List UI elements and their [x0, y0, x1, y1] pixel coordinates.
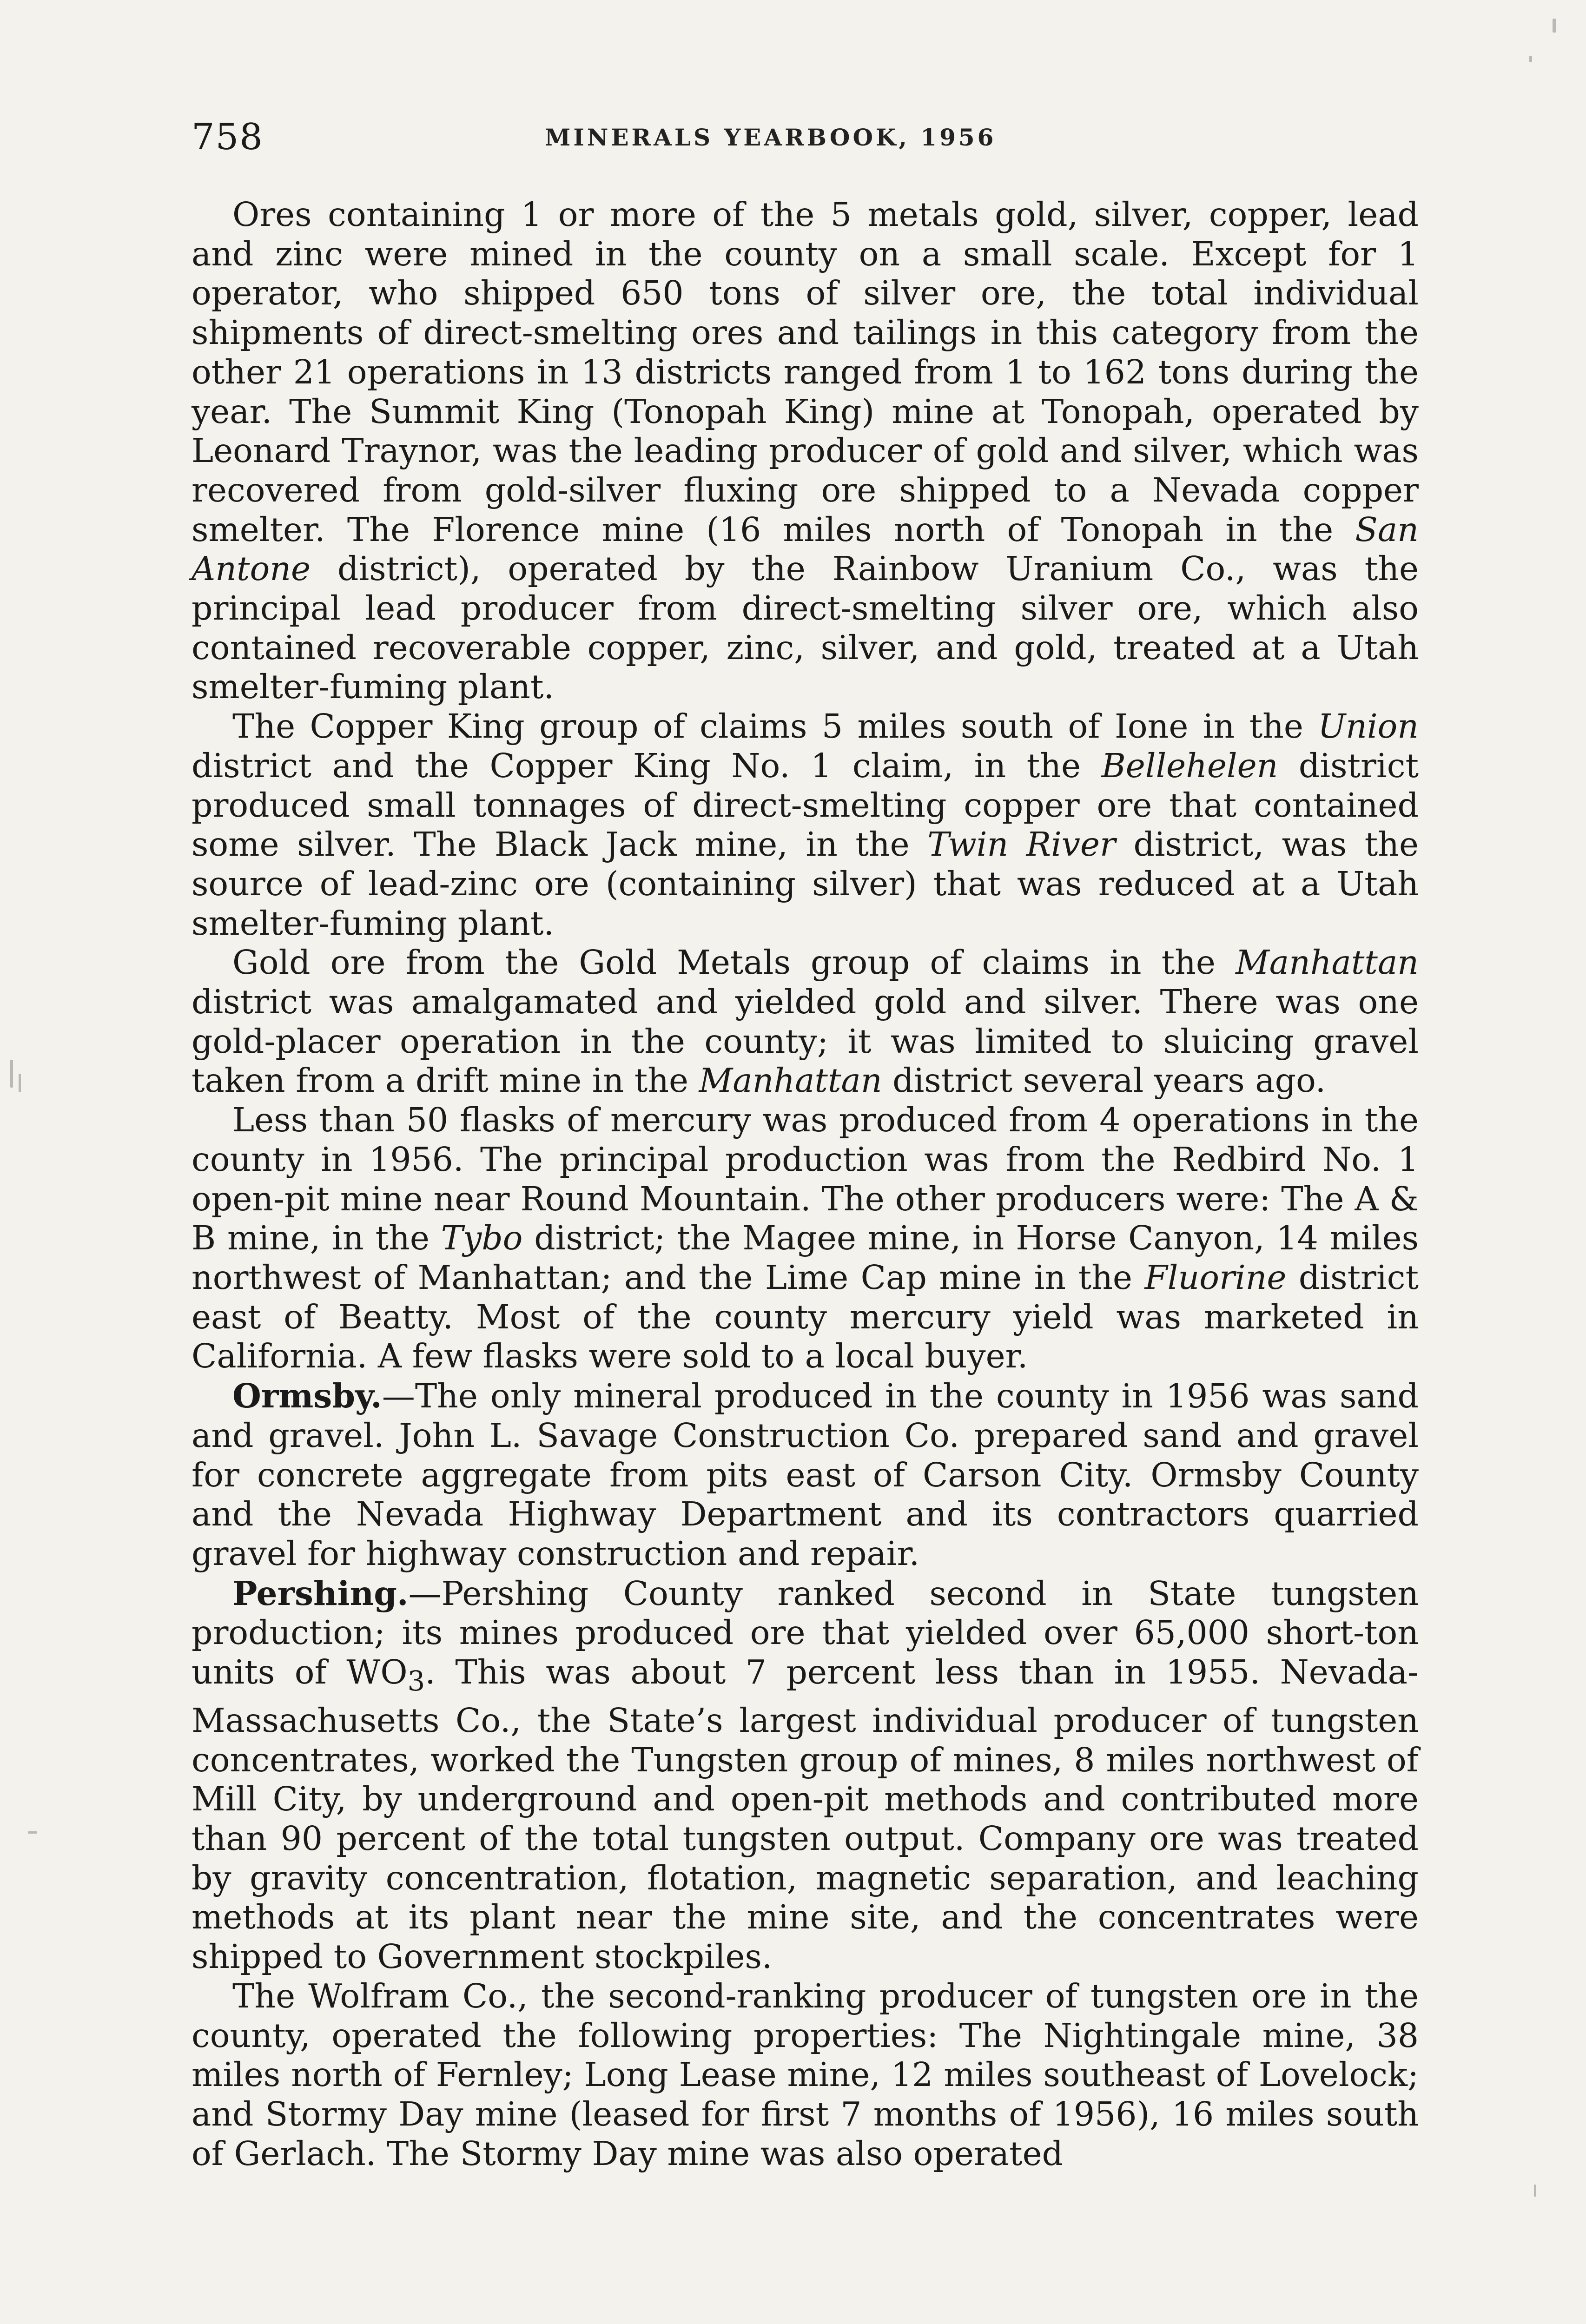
subscript-3: 3 [407, 1665, 425, 1697]
scan-speck [10, 1060, 13, 1088]
district-name: Twin River [927, 825, 1116, 864]
page-header [192, 116, 1419, 163]
scan-speck [1529, 56, 1532, 62]
running-head: MINERALS YEARBOOK, 1956 [545, 124, 997, 151]
scan-speck [1534, 2185, 1536, 2197]
district-name: Manhattan [1236, 943, 1419, 982]
paragraph-copper-king: The Copper King group of claims 5 miles south of Ione in the Union district and the Copper King No. 1 claim, in the Bellehelen district produced small tonnages of direct-smelting copper ore that contained some silver. The Black Jack mine, in the Twin River district, was the source of lead-zinc ore (containing silver) that was reduced at a Utah smelter-fuming plant. [192, 707, 1419, 943]
paragraph-nye-ores: Ores containing 1 or more of the 5 metals gold, silver, copper, lead and zinc were mined in the county on a small scale. Except for 1 operator, who shipped 650 tons of silver ore, the total individual shipments of direct-smelting ores and tailings in this category from the other 21 operations in 13 districts ranged from 1 to 162 tons during the year. The Summit King (Tonopah King) mine at Tonopah, operated by Leonard Traynor, was the leading producer of gold and silver, which was recovered from gold-silver fluxing ore shipped to a Nevada copper smelter. The Florence mine (16 miles north of Tonopah in the San Antone district), operated by the Rainbow Uranium Co., was the principal lead producer from direct-smelting silver ore, which also contained recoverable copper, zinc, silver, and gold, treated at a Utah smelter-fuming plant. [192, 195, 1419, 706]
paragraph-gold-ore: Gold ore from the Gold Metals group of claims in the Manhattan district was amalgamated and yielded gold and silver. There was one gold-placer operation in the county; it was limited to sluicing gravel taken from a drift mine in the Manhattan district several years ago. [192, 943, 1419, 1100]
body-text [192, 195, 1419, 2173]
district-name: Union [1318, 707, 1419, 746]
district-name: Bellehelen [1101, 746, 1278, 785]
district-name: San Antone [192, 510, 1419, 588]
paragraph-pershing: Pershing.—Pershing County ranked second in State tungsten production; its mines produced ore that yielded over 65,000 short-ton units of $WO_3$. This was about 7 percent less than in 1955. Nevada-Massachusetts Co., the State’s largest individual producer of tungsten concentrates, worked the Tungsten group of mines, 8 miles northwest of Mill City, by underground and open-pit methods and contributed more than 90 percent of the total tungsten output. Company ore was treated by gravity concentration, flotation, magnetic separation, and leaching methods at its plant near the mine site, and the concentrates were shipped to Government stockpiles. [192, 1573, 1419, 1976]
paragraph-mercury: Less than 50 flasks of mercury was produced from 4 operations in the county in 1956. The principal production was from the Redbird No. 1 open-pit mine near Round Mountain. The other producers were: The A & B mine, in the Tybo district; the Magee mine, in Horse Canyon, 14 miles northwest of Manhattan; and the Lime Cap mine in the Fluorine district east of Beatty. Most of the county mercury yield was marketed in California. A few flasks were sold to a local buyer. [192, 1101, 1419, 1376]
page-number: 758 [192, 116, 264, 158]
district-name: Fluorine [1144, 1258, 1287, 1297]
paragraph-ormsby: Ormsby.—The only mineral produced in the county in 1956 was sand and gravel. John L. Savage Construction Co. prepared sand and gravel for concrete aggregate from pits east of Carson City. Ormsby County and the Nevada Highway Department and its contractors quarried gravel for highway construction and repair. [192, 1376, 1419, 1573]
district-name: Tybo [441, 1219, 523, 1258]
scan-speck [28, 1831, 37, 1834]
county-heading-ormsby: Ormsby. [232, 1376, 382, 1416]
scan-speck [1553, 19, 1556, 33]
scan-speck [19, 1074, 21, 1092]
paragraph-wolfram: The Wolfram Co., the second-ranking producer of tungsten ore in the county, operated the following properties: The Nightingale mine, 38 miles north of Fernley; Long Lease mine, 12 miles southeast of Lovelock; and Stormy Day mine (leased for first 7 months of 1956), 16 miles south of Gerlach. The Stormy Day mine was also operated [192, 1976, 1419, 2173]
county-heading-pershing: Pershing. [232, 1573, 409, 1613]
district-name: Manhattan [699, 1061, 882, 1100]
